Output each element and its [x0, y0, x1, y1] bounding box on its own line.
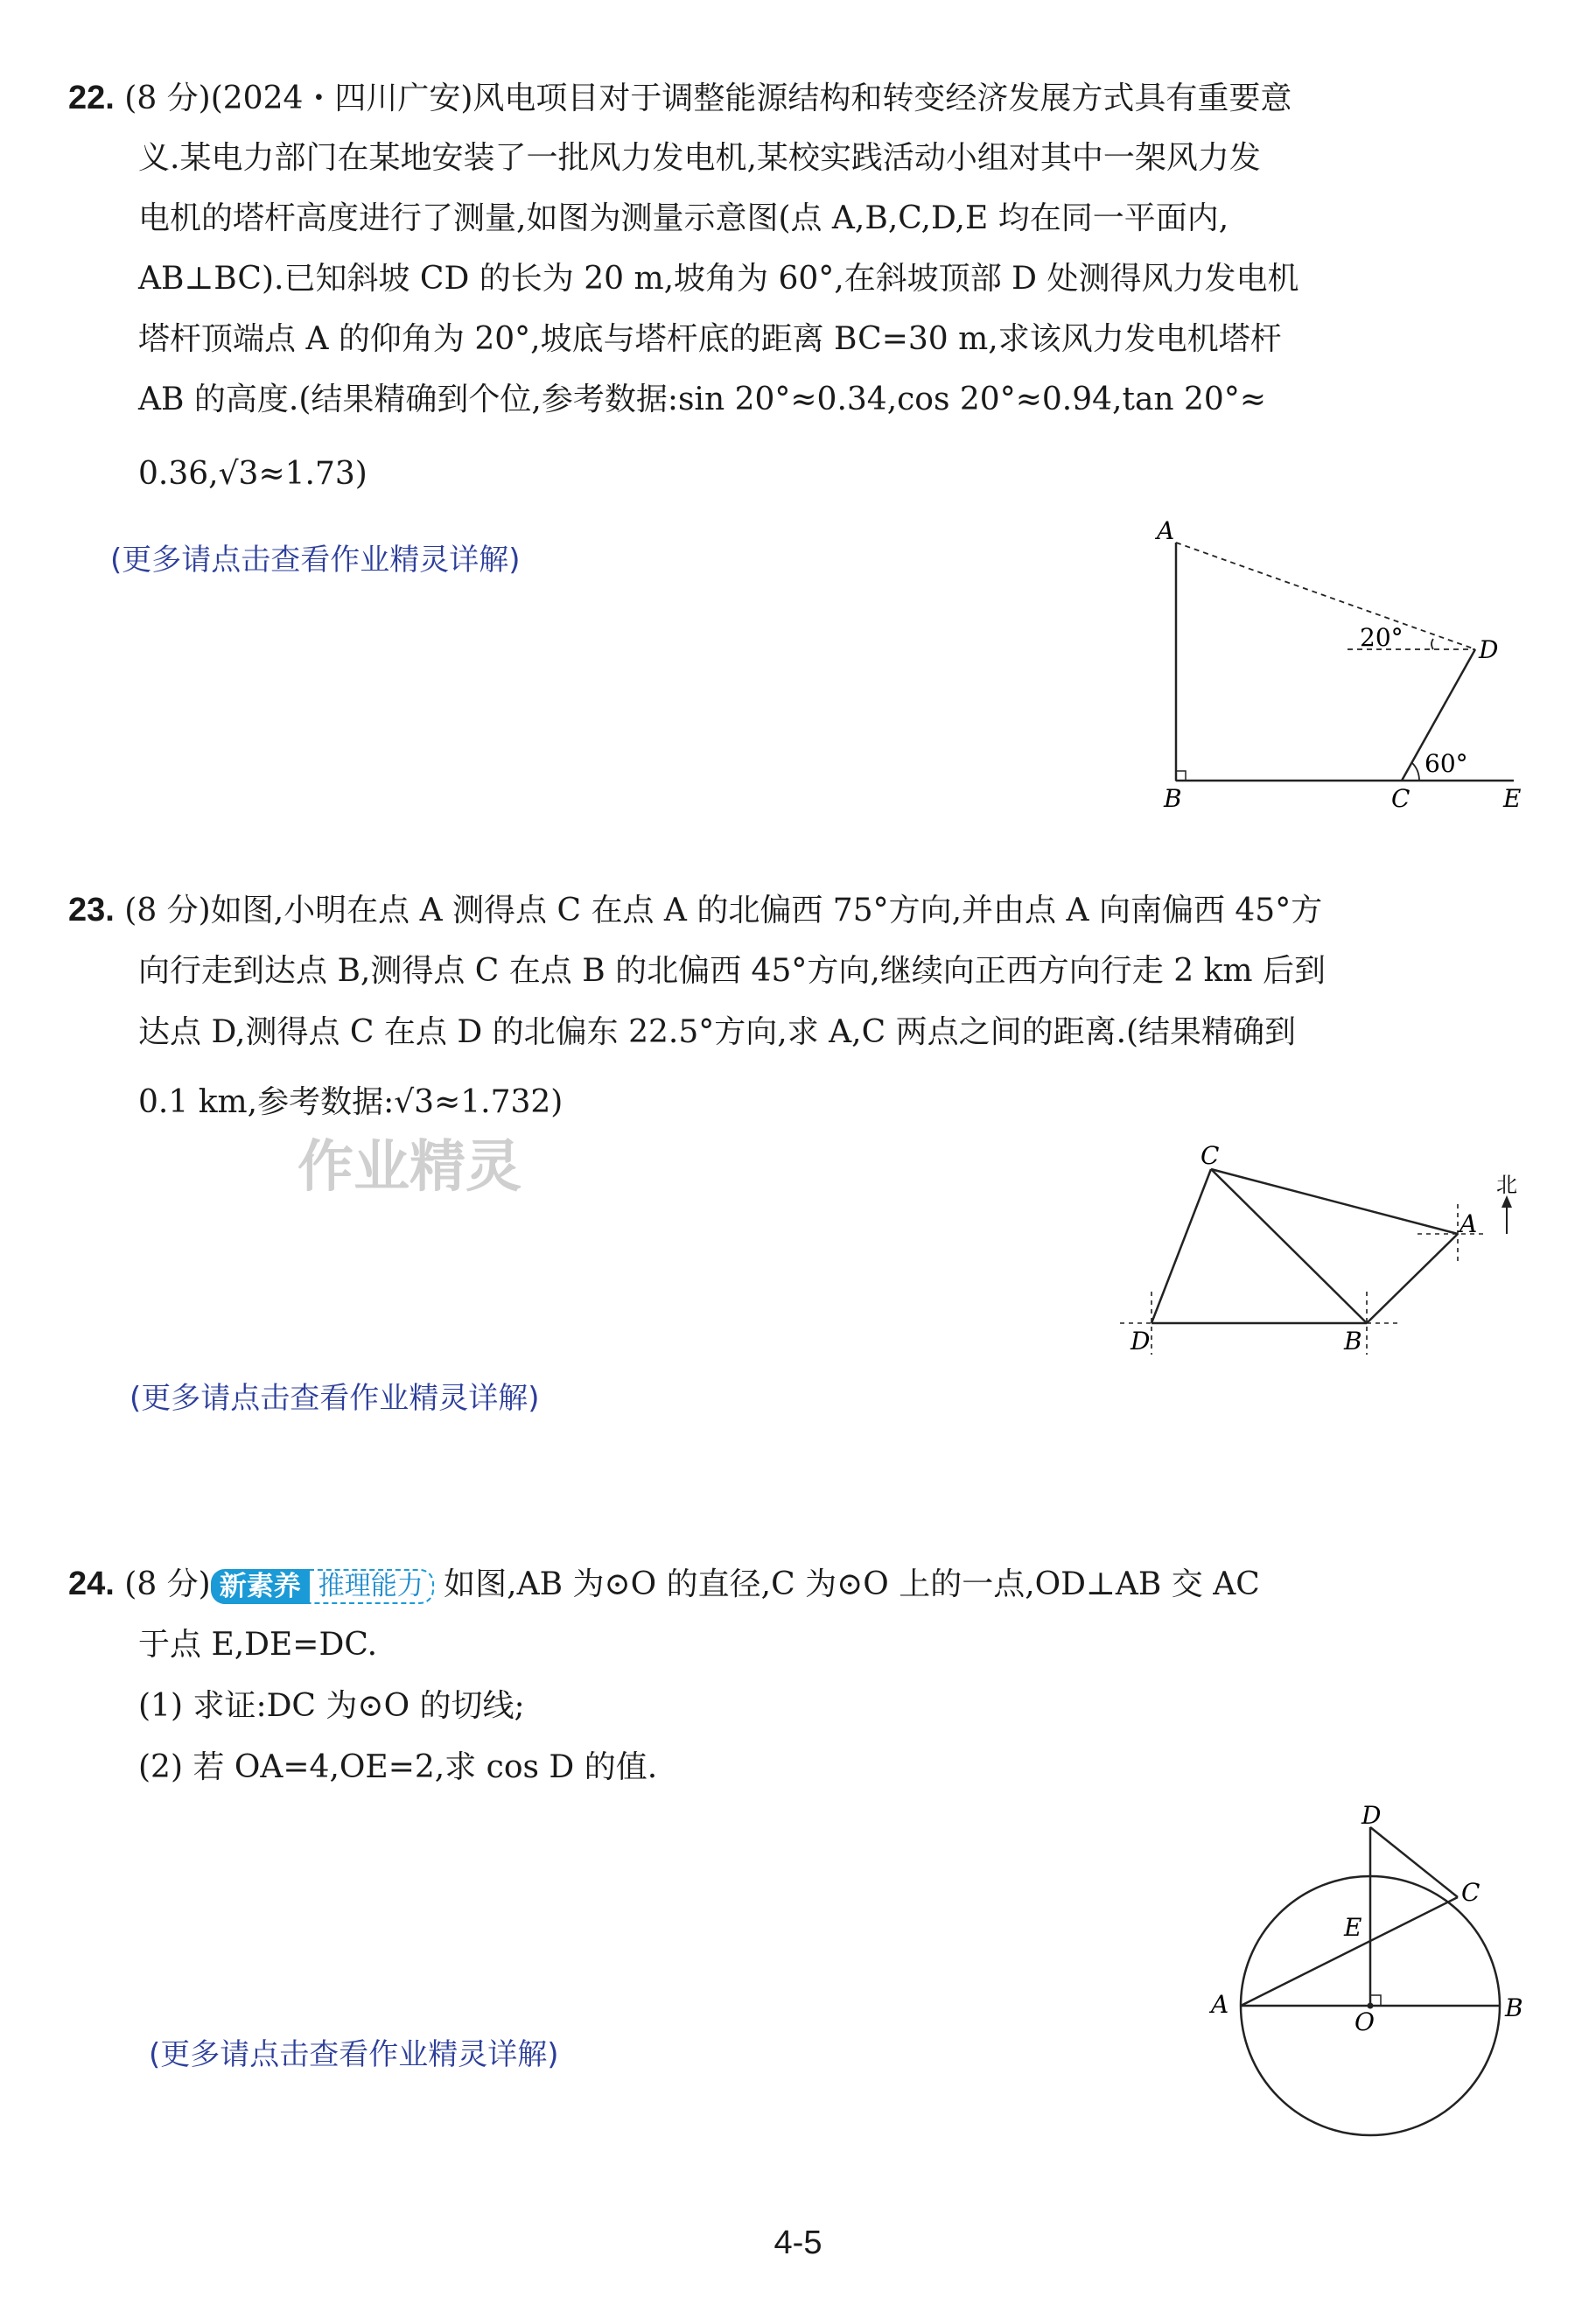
q24-label-E: E: [1344, 1913, 1362, 1942]
q23-label-C: C: [1200, 1141, 1220, 1170]
q22-label-B: B: [1164, 784, 1182, 813]
watermark: 作业精灵: [298, 1135, 522, 1200]
new-literacy-badge: 新素养: [211, 1569, 310, 1604]
q23-number: 23.: [68, 892, 115, 928]
q24-figure: [1199, 1803, 1531, 2161]
q23-figure: [1102, 1138, 1558, 1365]
q23-label-A: A: [1460, 1209, 1478, 1238]
q22-line-7: 0.36,√3≈1.73): [138, 456, 368, 492]
q22-angle-60: 60°: [1424, 749, 1468, 778]
q24-label-A: A: [1211, 1990, 1229, 2019]
q23-solution-link[interactable]: (更多请点击查看作业精灵详解): [130, 1381, 540, 1416]
q22-label-C: C: [1391, 784, 1410, 813]
q23-line-2: 向行走到达点 B,测得点 C 在点 B 的北偏西 45°方向,继续向正西方向行走 2 km 后到: [138, 953, 1326, 989]
q22-label-D: D: [1479, 635, 1499, 664]
q23-label-D: D: [1130, 1327, 1151, 1356]
q22-line-5: 塔杆顶端点 A 的仰角为 20°,坡底与塔杆底的距离 BC=30 m,求该风力发电机塔杆: [138, 321, 1282, 357]
q24-line-1: 24. (8 分) 新素养 推理能力 如图,AB 为⊙O 的直径,C 为⊙O 上的一点,OD⊥AB 交 AC: [68, 1566, 1260, 1602]
q23-line-1: 23. (8 分)如图,小明在点 A 测得点 C 在点 A 的北偏西 75°方向,并由点 A 向南偏西 45°方: [68, 892, 1323, 928]
q24-part-1: (1) 求证:DC 为⊙O 的切线;: [138, 1688, 525, 1724]
q23-line-4: 0.1 km,参考数据:√3≈1.732): [138, 1084, 564, 1120]
q24-label-C: C: [1461, 1878, 1480, 1907]
q24-part-2: (2) 若 OA=4,OE=2,求 cos D 的值.: [138, 1749, 658, 1785]
q24-number: 24.: [68, 1566, 115, 1602]
q22-solution-link[interactable]: (更多请点击查看作业精灵详解): [110, 543, 521, 578]
q24-label-D: D: [1362, 1803, 1382, 1830]
q22-angle-20: 20°: [1360, 623, 1404, 652]
q22-number: 22.: [68, 80, 115, 116]
q24-label-O: O: [1354, 2007, 1375, 2036]
q24-line-2: 于点 E,DE=DC.: [138, 1627, 378, 1663]
page-number: 4-5: [774, 2224, 822, 2261]
q22-figure: [1155, 516, 1540, 814]
q23-label-B: B: [1344, 1327, 1362, 1356]
north-label: 北: [1496, 1173, 1517, 1197]
q24-label-B: B: [1505, 1993, 1523, 2022]
q22-line-6: AB 的高度.(结果精确到个位,参考数据:sin 20°≈0.34,cos 20°≈0.94,tan 20°≈: [138, 382, 1267, 417]
q22-line-1: 22. (8 分)(2024・四川广安)风电项目对于调整能源结构和转变经济发展方式具有重要意: [68, 80, 1292, 116]
q22-label-A: A: [1157, 516, 1175, 545]
q22-line-4: AB⊥BC).已知斜坡 CD 的长为 20 m,坡角为 60°,在斜坡顶部 D 处测得风力发电机: [138, 261, 1299, 297]
reasoning-ability-badge: 推理能力: [308, 1569, 434, 1604]
q23-line-3: 达点 D,测得点 C 在点 D 的北偏东 22.5°方向,求 A,C 两点之间的距离.(结果精确到: [138, 1014, 1297, 1050]
q22-label-E: E: [1503, 784, 1522, 813]
q24-solution-link[interactable]: (更多请点击查看作业精灵详解): [149, 2037, 559, 2072]
q22-line-2: 义.某电力部门在某地安装了一批风力发电机,某校实践活动小组对其中一架风力发: [138, 140, 1261, 176]
q22-line-3: 电机的塔杆高度进行了测量,如图为测量示意图(点 A,B,C,D,E 均在同一平面内,: [138, 200, 1229, 236]
